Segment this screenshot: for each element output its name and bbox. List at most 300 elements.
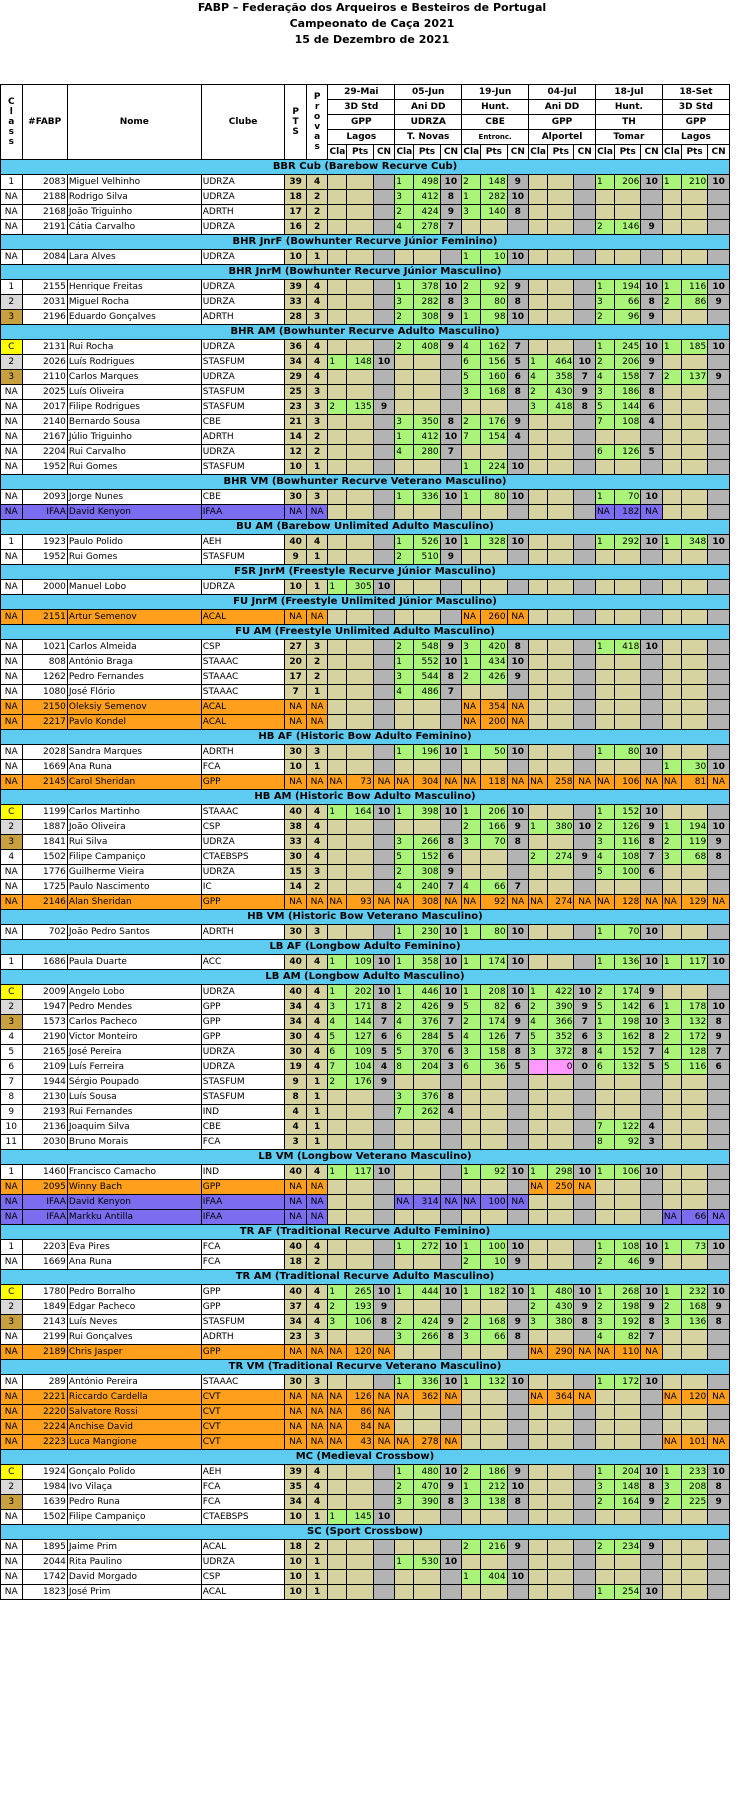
- ev-cla: [462, 400, 481, 415]
- ev-pts: [548, 715, 574, 730]
- ev-pts: [681, 1075, 707, 1090]
- row-pts: 7: [285, 685, 307, 700]
- ev-pts: 110: [615, 1345, 641, 1360]
- ev-cla: [462, 1420, 481, 1435]
- row-class: NA: [1, 1405, 23, 1420]
- ev-cla: NA: [395, 1435, 414, 1450]
- ev-cn: [574, 835, 596, 850]
- ev-cn: [574, 1510, 596, 1525]
- table-row: [1, 925, 730, 940]
- ev-pts: 92: [481, 895, 507, 910]
- ev-cn: [440, 1345, 462, 1360]
- row-clube: UDRZA: [201, 835, 285, 850]
- row-fabp: 2044: [22, 1555, 67, 1570]
- row-nome: Carlos Martinho: [67, 805, 201, 820]
- ev-cla: 1: [595, 490, 614, 505]
- section-title: HB VM (Historic Bow Veterano Masculino): [1, 910, 730, 925]
- ev-cla: [328, 550, 347, 565]
- row-provas: 2: [306, 190, 328, 205]
- section-title: TR AF (Traditional Recurve Adulto Feminino): [1, 1225, 730, 1240]
- ev-pts: [481, 1390, 507, 1405]
- row-provas: NA: [306, 1195, 328, 1210]
- ev-cn: NA: [440, 775, 462, 790]
- ev-cla: [328, 370, 347, 385]
- row-clube: IND: [201, 1105, 285, 1120]
- section-header: [1, 475, 730, 490]
- ev-cn: 4: [440, 1105, 462, 1120]
- ev-cla: [328, 610, 347, 625]
- ev-pts: 144: [615, 400, 641, 415]
- row-fabp: 289: [22, 1375, 67, 1390]
- ev-cn: [641, 1435, 663, 1450]
- row-nome: João Oliveira: [67, 820, 201, 835]
- ev-cla: 1: [595, 1585, 614, 1600]
- ev-cla: [662, 490, 681, 505]
- ev-pts: [681, 880, 707, 895]
- ev-cla: [529, 445, 548, 460]
- ev-cla: NA: [328, 1345, 347, 1360]
- event-org: GPP: [529, 115, 596, 130]
- row-class: NA: [1, 685, 23, 700]
- row-nome: Oleksiy Semenov: [67, 700, 201, 715]
- ev-cn: 9: [708, 1495, 730, 1510]
- ev-cn: [574, 295, 596, 310]
- ev-cla: 1: [395, 745, 414, 760]
- ev-pts: 0: [548, 1060, 574, 1075]
- ev-cla: [529, 1510, 548, 1525]
- ev-cn: 9: [507, 1015, 529, 1030]
- ev-cla: [529, 1405, 548, 1420]
- ev-cn: [641, 1405, 663, 1420]
- ev-cn: 10: [507, 190, 529, 205]
- ev-pts: 122: [615, 1120, 641, 1135]
- col-class: Class: [1, 85, 23, 160]
- ev-cla: 2: [462, 820, 481, 835]
- ev-pts: [347, 865, 373, 880]
- table-row: [1, 580, 730, 595]
- sub-pts: Pts: [481, 145, 507, 160]
- ev-pts: 80: [481, 925, 507, 940]
- ev-cla: [529, 805, 548, 820]
- ev-cla: 5: [595, 1000, 614, 1015]
- ev-cla: 2: [595, 1495, 614, 1510]
- ev-pts: 172: [681, 1030, 707, 1045]
- ev-cla: [328, 880, 347, 895]
- ev-cla: 1: [595, 1015, 614, 1030]
- ev-pts: [681, 685, 707, 700]
- ev-cla: [395, 400, 414, 415]
- ev-cla: [662, 1420, 681, 1435]
- ev-pts: 66: [615, 295, 641, 310]
- ev-pts: 104: [347, 1060, 373, 1075]
- ev-cla: 1: [529, 820, 548, 835]
- ev-cn: [574, 1240, 596, 1255]
- ev-cn: NA: [708, 775, 730, 790]
- ev-pts: 166: [481, 820, 507, 835]
- ev-cn: 10: [440, 745, 462, 760]
- ev-pts: [347, 700, 373, 715]
- ev-pts: [548, 1555, 574, 1570]
- row-class: NA: [1, 505, 23, 520]
- ev-pts: 498: [414, 175, 440, 190]
- section-header: [1, 970, 730, 985]
- ev-cn: 10: [507, 310, 529, 325]
- row-fabp: 1780: [22, 1285, 67, 1300]
- ev-cn: 10: [641, 1285, 663, 1300]
- ev-cla: NA: [662, 895, 681, 910]
- row-pts: 18: [285, 1255, 307, 1270]
- ev-pts: 73: [347, 775, 373, 790]
- ev-cn: [507, 1300, 529, 1315]
- ev-cla: 1: [462, 1165, 481, 1180]
- ev-cla: 3: [662, 1015, 681, 1030]
- col-pts: PTS: [285, 85, 307, 160]
- ev-pts: [681, 1195, 707, 1210]
- ev-cn: 9: [373, 1075, 395, 1090]
- row-pts: NA: [285, 1405, 307, 1420]
- row-pts: 20: [285, 655, 307, 670]
- row-pts: 18: [285, 190, 307, 205]
- ev-pts: [681, 385, 707, 400]
- section-title: MC (Medieval Crossbow): [1, 1450, 730, 1465]
- ev-cn: [708, 685, 730, 700]
- ev-cla: 1: [662, 340, 681, 355]
- col-fabp: #FABP: [22, 85, 67, 160]
- ev-cn: [373, 535, 395, 550]
- sub-pts: Pts: [548, 145, 574, 160]
- ev-cn: 9: [440, 340, 462, 355]
- ev-cla: 3: [395, 1330, 414, 1345]
- ev-cla: [529, 1480, 548, 1495]
- ev-cn: 8: [574, 1315, 596, 1330]
- ev-cn: 10: [507, 1285, 529, 1300]
- ev-cn: [373, 1585, 395, 1600]
- ev-cn: NA: [641, 505, 663, 520]
- row-nome: Paula Duarte: [67, 955, 201, 970]
- ev-pts: 422: [548, 985, 574, 1000]
- ev-cla: 2: [395, 1000, 414, 1015]
- ev-pts: 142: [615, 1000, 641, 1015]
- event-date: 29-Mai: [328, 85, 395, 100]
- ev-cn: 9: [507, 415, 529, 430]
- ev-cn: 9: [641, 985, 663, 1000]
- event-date: 18-Jul: [595, 85, 662, 100]
- row-clube: STAAAC: [201, 805, 285, 820]
- ev-cla: 3: [595, 385, 614, 400]
- row-pts: 34: [285, 1000, 307, 1015]
- table-row: [1, 505, 730, 520]
- ev-pts: [347, 1555, 373, 1570]
- ev-cla: [529, 700, 548, 715]
- ev-cla: [462, 685, 481, 700]
- ev-cn: [373, 1105, 395, 1120]
- ev-pts: [548, 760, 574, 775]
- ev-cla: [595, 1570, 614, 1585]
- ev-cn: NA: [708, 1210, 730, 1225]
- ev-cla: 2: [462, 175, 481, 190]
- ev-pts: 117: [347, 1165, 373, 1180]
- table-row: [1, 1135, 730, 1150]
- ev-cla: 1: [595, 280, 614, 295]
- ev-cn: [641, 580, 663, 595]
- ev-cla: [595, 1420, 614, 1435]
- ev-pts: [615, 1075, 641, 1090]
- ev-cla: 4: [395, 685, 414, 700]
- ev-cn: [373, 700, 395, 715]
- ev-cn: [574, 1405, 596, 1420]
- ev-pts: 140: [481, 205, 507, 220]
- ev-cn: 8: [708, 1015, 730, 1030]
- ev-cn: 9: [574, 1000, 596, 1015]
- ev-pts: [481, 850, 507, 865]
- ev-cla: 1: [462, 925, 481, 940]
- ev-cla: 2: [662, 835, 681, 850]
- ev-cla: NA: [462, 775, 481, 790]
- ev-cla: [328, 190, 347, 205]
- row-clube: UDRZA: [201, 190, 285, 205]
- ev-cla: [662, 1255, 681, 1270]
- row-fabp: 1199: [22, 805, 67, 820]
- ev-cla: [662, 1120, 681, 1135]
- ev-cla: 7: [395, 1105, 414, 1120]
- ev-cn: [373, 460, 395, 475]
- row-nome: Luís Rodrigues: [67, 355, 201, 370]
- table-row: [1, 850, 730, 865]
- ev-pts: [615, 1195, 641, 1210]
- ev-pts: 280: [414, 445, 440, 460]
- ev-pts: 408: [414, 340, 440, 355]
- sub-cn: CN: [708, 145, 730, 160]
- ev-cn: [708, 550, 730, 565]
- ev-cn: [373, 175, 395, 190]
- ev-cn: [708, 460, 730, 475]
- row-fabp: 2165: [22, 1045, 67, 1060]
- ev-cla: NA: [529, 1180, 548, 1195]
- ev-cn: 10: [507, 925, 529, 940]
- ev-cn: [373, 1120, 395, 1135]
- ev-cla: 1: [462, 655, 481, 670]
- row-class: 3: [1, 1495, 23, 1510]
- ev-cla: [529, 490, 548, 505]
- sub-cla: Cla: [328, 145, 347, 160]
- ev-pts: [414, 250, 440, 265]
- row-fabp: 2109: [22, 1060, 67, 1075]
- ev-pts: 378: [414, 280, 440, 295]
- ev-cla: 2: [529, 385, 548, 400]
- ev-cla: [595, 685, 614, 700]
- row-nome: Salvatore Rossi: [67, 1405, 201, 1420]
- ev-cn: [440, 460, 462, 475]
- ev-pts: 444: [414, 1285, 440, 1300]
- ev-cla: [328, 1480, 347, 1495]
- row-provas: 4: [306, 535, 328, 550]
- ev-pts: [681, 430, 707, 445]
- ev-cn: [574, 925, 596, 940]
- ev-cn: [574, 1330, 596, 1345]
- ev-cn: 7: [574, 370, 596, 385]
- row-nome: David Morgado: [67, 1570, 201, 1585]
- row-provas: 4: [306, 280, 328, 295]
- ev-pts: [347, 1480, 373, 1495]
- ev-pts: [548, 490, 574, 505]
- ev-cla: 3: [395, 415, 414, 430]
- ev-cla: [529, 1495, 548, 1510]
- ev-pts: [681, 550, 707, 565]
- ev-pts: 358: [548, 370, 574, 385]
- ev-pts: [347, 490, 373, 505]
- row-pts: 15: [285, 865, 307, 880]
- ev-cn: 10: [440, 1240, 462, 1255]
- event-type: Hunt.: [595, 100, 662, 115]
- ev-pts: [548, 745, 574, 760]
- ev-cla: [662, 220, 681, 235]
- ev-cn: 10: [373, 985, 395, 1000]
- row-clube: CTAEBSPS: [201, 850, 285, 865]
- ev-pts: [414, 1300, 440, 1315]
- ev-cla: 3: [328, 1000, 347, 1015]
- row-fabp: 2196: [22, 310, 67, 325]
- ev-cla: 1: [595, 340, 614, 355]
- row-class: 4: [1, 1030, 23, 1045]
- ev-pts: [681, 925, 707, 940]
- ev-pts: 137: [681, 370, 707, 385]
- ev-pts: 376: [414, 1090, 440, 1105]
- ev-pts: 158: [615, 370, 641, 385]
- ev-pts: [615, 1180, 641, 1195]
- row-pts: NA: [285, 1210, 307, 1225]
- ev-cn: [708, 1090, 730, 1105]
- ev-cn: NA: [507, 775, 529, 790]
- ev-cn: 10: [641, 1165, 663, 1180]
- row-provas: 4: [306, 1015, 328, 1030]
- section-header: [1, 940, 730, 955]
- ev-pts: [548, 340, 574, 355]
- ev-pts: 162: [615, 1030, 641, 1045]
- ev-cn: [574, 1420, 596, 1435]
- row-pts: 30: [285, 925, 307, 940]
- row-class: 10: [1, 1120, 23, 1135]
- ev-cla: [328, 1120, 347, 1135]
- ev-pts: [347, 1195, 373, 1210]
- row-clube: FCA: [201, 1480, 285, 1495]
- ev-cla: [462, 1345, 481, 1360]
- ev-cla: 3: [395, 835, 414, 850]
- ev-cn: [373, 250, 395, 265]
- ev-cla: NA: [462, 610, 481, 625]
- row-nome: Luís Neves: [67, 1315, 201, 1330]
- ev-cn: 9: [440, 1315, 462, 1330]
- event-date: 18-Set: [662, 85, 729, 100]
- ev-pts: [548, 1375, 574, 1390]
- ev-pts: 206: [615, 175, 641, 190]
- ev-pts: 278: [414, 1435, 440, 1450]
- ev-cla: NA: [529, 775, 548, 790]
- ev-cn: [574, 580, 596, 595]
- ev-pts: 70: [615, 925, 641, 940]
- ev-cn: [373, 385, 395, 400]
- ev-pts: 328: [481, 535, 507, 550]
- row-pts: 30: [285, 1045, 307, 1060]
- ev-pts: 430: [548, 1300, 574, 1315]
- ev-pts: [347, 880, 373, 895]
- ev-pts: [481, 1405, 507, 1420]
- ev-cla: 1: [462, 745, 481, 760]
- ev-pts: 262: [414, 1105, 440, 1120]
- ev-pts: 362: [414, 1390, 440, 1405]
- row-provas: 2: [306, 205, 328, 220]
- ev-pts: 96: [615, 310, 641, 325]
- ev-cla: 1: [395, 985, 414, 1000]
- ev-cn: 9: [641, 355, 663, 370]
- ev-cla: [328, 1105, 347, 1120]
- row-fabp: 1725: [22, 880, 67, 895]
- row-clube: UDRZA: [201, 1060, 285, 1075]
- ev-cn: 7: [641, 850, 663, 865]
- row-nome: Pedro Borralho: [67, 1285, 201, 1300]
- ev-cn: [574, 1570, 596, 1585]
- ev-cn: 9: [574, 850, 596, 865]
- ev-pts: 260: [481, 610, 507, 625]
- row-nome: Carlos Pacheco: [67, 1015, 201, 1030]
- ev-cla: [662, 865, 681, 880]
- ev-cn: 8: [574, 400, 596, 415]
- ev-cla: [395, 1075, 414, 1090]
- ev-pts: 418: [548, 400, 574, 415]
- ev-cn: [641, 1390, 663, 1405]
- section-header: [1, 520, 730, 535]
- ev-cn: [373, 1570, 395, 1585]
- row-pts: 9: [285, 550, 307, 565]
- ev-pts: [481, 445, 507, 460]
- ev-pts: [615, 1555, 641, 1570]
- row-clube: CVT: [201, 1390, 285, 1405]
- row-clube: ADRTH: [201, 430, 285, 445]
- row-class: NA: [1, 1210, 23, 1225]
- ev-pts: 148: [481, 175, 507, 190]
- ev-pts: [414, 610, 440, 625]
- ev-cla: 3: [462, 640, 481, 655]
- row-fabp: 2220: [22, 1405, 67, 1420]
- row-pts: 28: [285, 310, 307, 325]
- ev-cla: [529, 310, 548, 325]
- ev-cla: [395, 1300, 414, 1315]
- ev-pts: 390: [414, 1495, 440, 1510]
- row-fabp: 2083: [22, 175, 67, 190]
- ev-cn: 10: [507, 490, 529, 505]
- ev-cla: [328, 1570, 347, 1585]
- ev-cla: [529, 175, 548, 190]
- table-row: [1, 670, 730, 685]
- row-nome: Jaime Prim: [67, 1540, 201, 1555]
- ev-pts: 68: [681, 850, 707, 865]
- table-row: [1, 1210, 730, 1225]
- ev-cla: 2: [529, 1300, 548, 1315]
- ev-cla: 4: [462, 1030, 481, 1045]
- ev-cla: [595, 205, 614, 220]
- ev-cla: [462, 1585, 481, 1600]
- ev-cn: 8: [708, 850, 730, 865]
- ev-cn: NA: [440, 895, 462, 910]
- ev-pts: 132: [481, 1375, 507, 1390]
- ev-cn: [373, 280, 395, 295]
- ev-cla: 2: [462, 670, 481, 685]
- event-place: T. Novas: [395, 130, 462, 145]
- table-row: [1, 1165, 730, 1180]
- ev-cn: 9: [641, 820, 663, 835]
- ev-pts: [347, 655, 373, 670]
- ev-cla: NA: [328, 1435, 347, 1450]
- ev-cn: 8: [373, 1315, 395, 1330]
